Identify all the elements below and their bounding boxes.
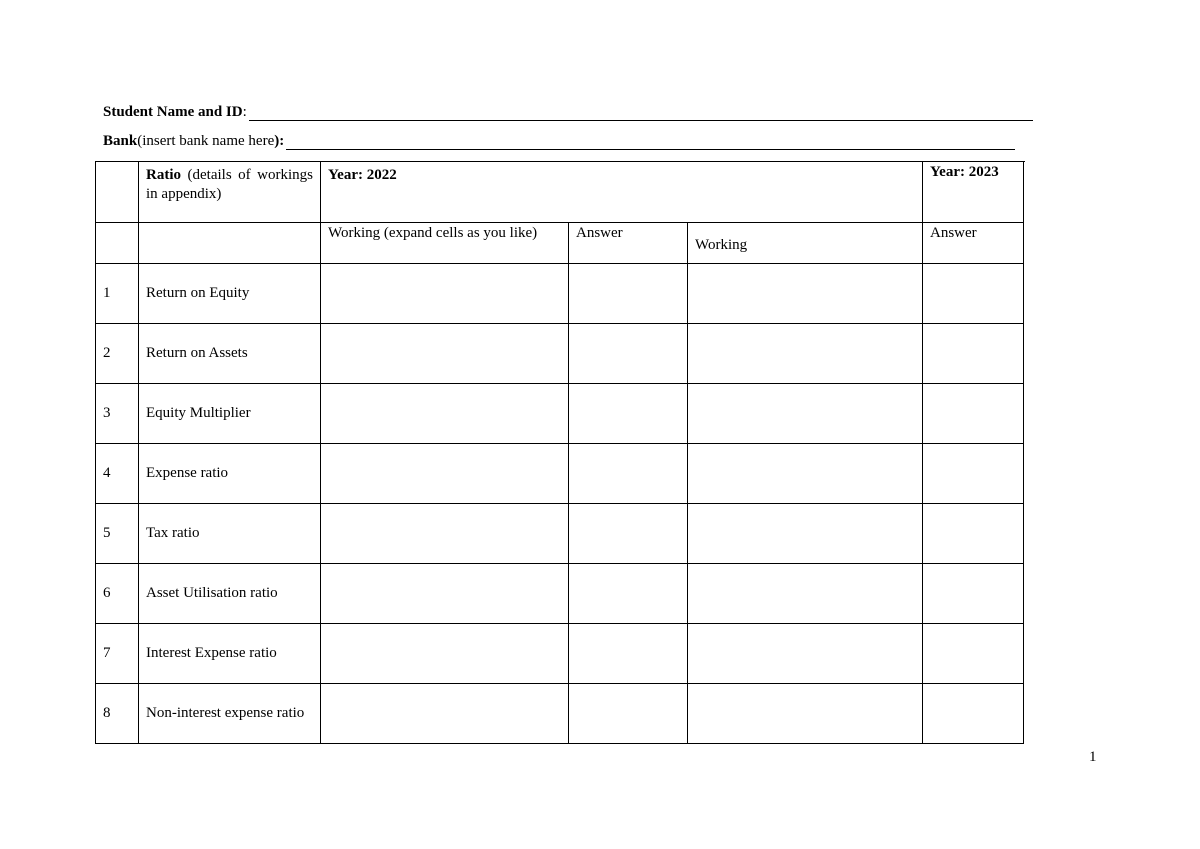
working-2023-cell[interactable]: [688, 684, 923, 744]
subheader-blank-cell-2: [139, 223, 321, 264]
answer-2022-cell[interactable]: [569, 384, 688, 444]
bank-label: Bank: [103, 133, 138, 149]
working-2023-cell[interactable]: [688, 264, 923, 324]
page-number: 1: [1089, 749, 1097, 765]
working-2022-cell[interactable]: [321, 444, 569, 504]
working-2023-header: Working: [688, 223, 923, 264]
answer-2022-cell[interactable]: [569, 504, 688, 564]
table-row: [96, 384, 1024, 444]
ratio-name: Asset Utilisation ratio: [139, 564, 321, 624]
table-row: [96, 264, 1024, 324]
working-2022-cell[interactable]: [321, 624, 569, 684]
working-2022-cell[interactable]: [321, 324, 569, 384]
working-2023-cell[interactable]: [688, 444, 923, 504]
ratio-name: Non-interest expense ratio: [139, 684, 321, 744]
subheader-blank-cell-1: [96, 223, 139, 264]
student-name-label: Student Name and ID: [103, 104, 243, 120]
ratio-name: Tax ratio: [139, 504, 321, 564]
answer-2023-cell[interactable]: [923, 684, 1024, 744]
answer-2023-header: Answer: [923, 223, 1024, 264]
ratio-table: [95, 161, 1024, 744]
working-2023-cell[interactable]: [688, 504, 923, 564]
answer-2022-header: Answer: [569, 223, 688, 264]
row-number: 3: [96, 384, 139, 444]
ratio-name: Expense ratio: [139, 444, 321, 504]
table-header-row: [96, 162, 1024, 223]
answer-2022-cell[interactable]: [569, 684, 688, 744]
row-number: 7: [96, 624, 139, 684]
bank-hint: (insert bank name here: [137, 133, 275, 149]
answer-2023-cell[interactable]: [923, 264, 1024, 324]
table-row: [96, 564, 1024, 624]
table-row: [96, 624, 1024, 684]
working-2022-cell[interactable]: [321, 564, 569, 624]
table-row: [96, 324, 1024, 384]
answer-2022-cell[interactable]: [569, 324, 688, 384]
answer-2023-cell[interactable]: [923, 564, 1024, 624]
working-2022-cell[interactable]: [321, 264, 569, 324]
answer-2023-cell[interactable]: [923, 384, 1024, 444]
table-subheader-row: [96, 223, 1024, 264]
year-2023-header: Year: 2023: [923, 162, 1024, 223]
ratio-name: Equity Multiplier: [139, 384, 321, 444]
working-2022-cell[interactable]: [321, 504, 569, 564]
answer-2022-cell[interactable]: [569, 264, 688, 324]
bank-hint-close: ):: [274, 133, 285, 149]
ratio-name: Return on Equity: [139, 264, 321, 324]
bank-name-field[interactable]: [286, 134, 1015, 150]
row-number: 6: [96, 564, 139, 624]
answer-2023-cell[interactable]: [923, 324, 1024, 384]
working-2022-cell[interactable]: [321, 684, 569, 744]
ratio-name: Interest Expense ratio: [139, 624, 321, 684]
working-2022-cell[interactable]: [321, 384, 569, 444]
student-name-field[interactable]: [249, 105, 1033, 121]
row-number: 1: [96, 264, 139, 324]
student-name-colon: :: [242, 104, 247, 120]
answer-2022-cell[interactable]: [569, 624, 688, 684]
row-number: 5: [96, 504, 139, 564]
ratio-header-note: (details of workings in appendix): [146, 167, 314, 202]
answer-2023-cell[interactable]: [923, 444, 1024, 504]
row-number: 2: [96, 324, 139, 384]
year-2022-header: Year: 2022: [321, 162, 923, 223]
answer-2022-cell[interactable]: [569, 444, 688, 504]
table-row: [96, 684, 1024, 744]
answer-2022-cell[interactable]: [569, 564, 688, 624]
header-blank-cell: [96, 162, 139, 223]
table-row: [96, 504, 1024, 564]
answer-2023-cell[interactable]: [923, 504, 1024, 564]
bank-name-line: [103, 133, 1015, 150]
student-name-line: [103, 104, 1033, 121]
answer-2023-cell[interactable]: [923, 624, 1024, 684]
working-2023-cell[interactable]: [688, 324, 923, 384]
working-2023-cell[interactable]: [688, 624, 923, 684]
working-2022-header: Working (expand cells as you like): [321, 223, 569, 264]
working-2023-cell[interactable]: [688, 564, 923, 624]
ratio-name: Return on Assets: [139, 324, 321, 384]
table-row: [96, 444, 1024, 504]
row-number: 4: [96, 444, 139, 504]
row-number: 8: [96, 684, 139, 744]
working-2023-cell[interactable]: [688, 384, 923, 444]
ratio-header-label: Ratio: [146, 167, 181, 183]
ratio-header-cell: [139, 162, 321, 223]
